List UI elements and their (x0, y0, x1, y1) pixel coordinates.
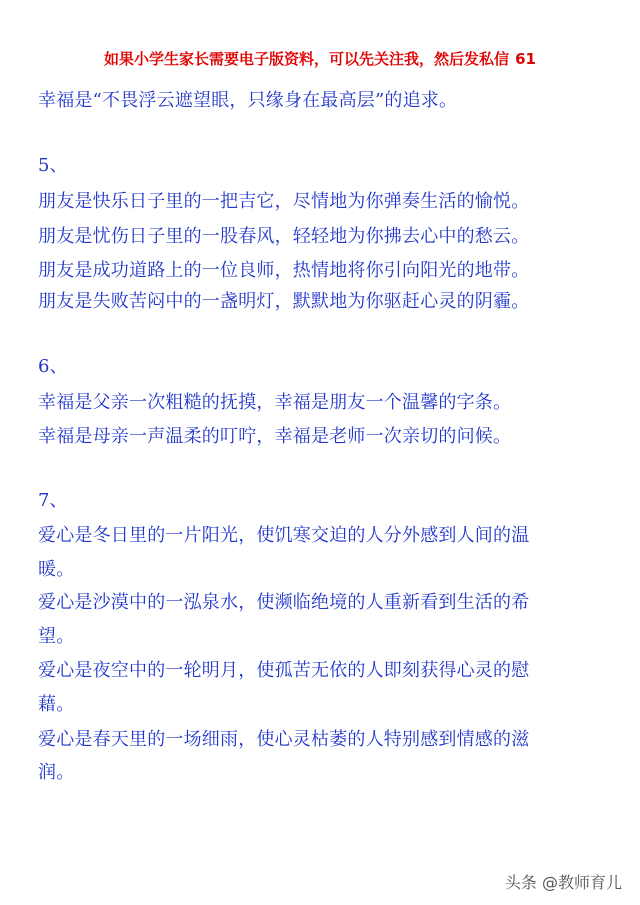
section-7-line: 爱心是夜空中的一轮明月，使孤苦无依的人即刻获得心灵的慰 (38, 660, 530, 681)
section-6-line: 幸福是父亲一次粗糙的抚摸，幸福是朋友一个温馨的字条。 (38, 392, 512, 413)
section-7-line: 爱心是冬日里的一片阳光，使饥寒交迫的人分外感到人间的温 (38, 525, 530, 546)
section-7-line: 望。 (38, 626, 75, 647)
section-6-line: 幸福是母亲一声温柔的叮咛，幸福是老师一次亲切的问候。 (38, 426, 512, 447)
promo-header-text: 如果小学生家长需要电子版资料，可以先关注我，然后发私信 (104, 50, 510, 68)
section-7-line: 润。 (38, 762, 75, 783)
intro-line: 幸福是“不畏浮云遮望眼，只缘身在最高层”的追求。 (38, 90, 458, 111)
section-5-line: 朋友是忧伤日子里的一股春风，轻轻地为你拂去心中的愁云。 (38, 226, 530, 247)
section-7-line: 爱心是沙漠中的一泓泉水，使濒临绝境的人重新看到生活的希 (38, 592, 530, 613)
section-6-label: 6、 (38, 356, 68, 377)
section-5-label: 5、 (38, 155, 68, 176)
section-7-line: 藉。 (38, 694, 75, 715)
section-7-line: 爱心是春天里的一场细雨，使心灵枯萎的人特别感到情感的滋 (38, 729, 530, 750)
promo-header-number: 61 (515, 50, 536, 68)
section-5-line: 朋友是成功道路上的一位良师，热情地将你引向阳光的地带。 (38, 260, 530, 281)
section-7-line: 暖。 (38, 559, 75, 580)
promo-header (0, 48, 640, 69)
watermark-author: 头条 @教师育儿 (504, 873, 622, 892)
section-7-label: 7、 (38, 490, 68, 511)
section-5-line: 朋友是快乐日子里的一把吉它，尽情地为你弹奏生活的愉悦。 (38, 191, 530, 212)
section-5-line: 朋友是失败苦闷中的一盏明灯，默默地为你驱赶心灵的阴霾。 (38, 291, 530, 312)
